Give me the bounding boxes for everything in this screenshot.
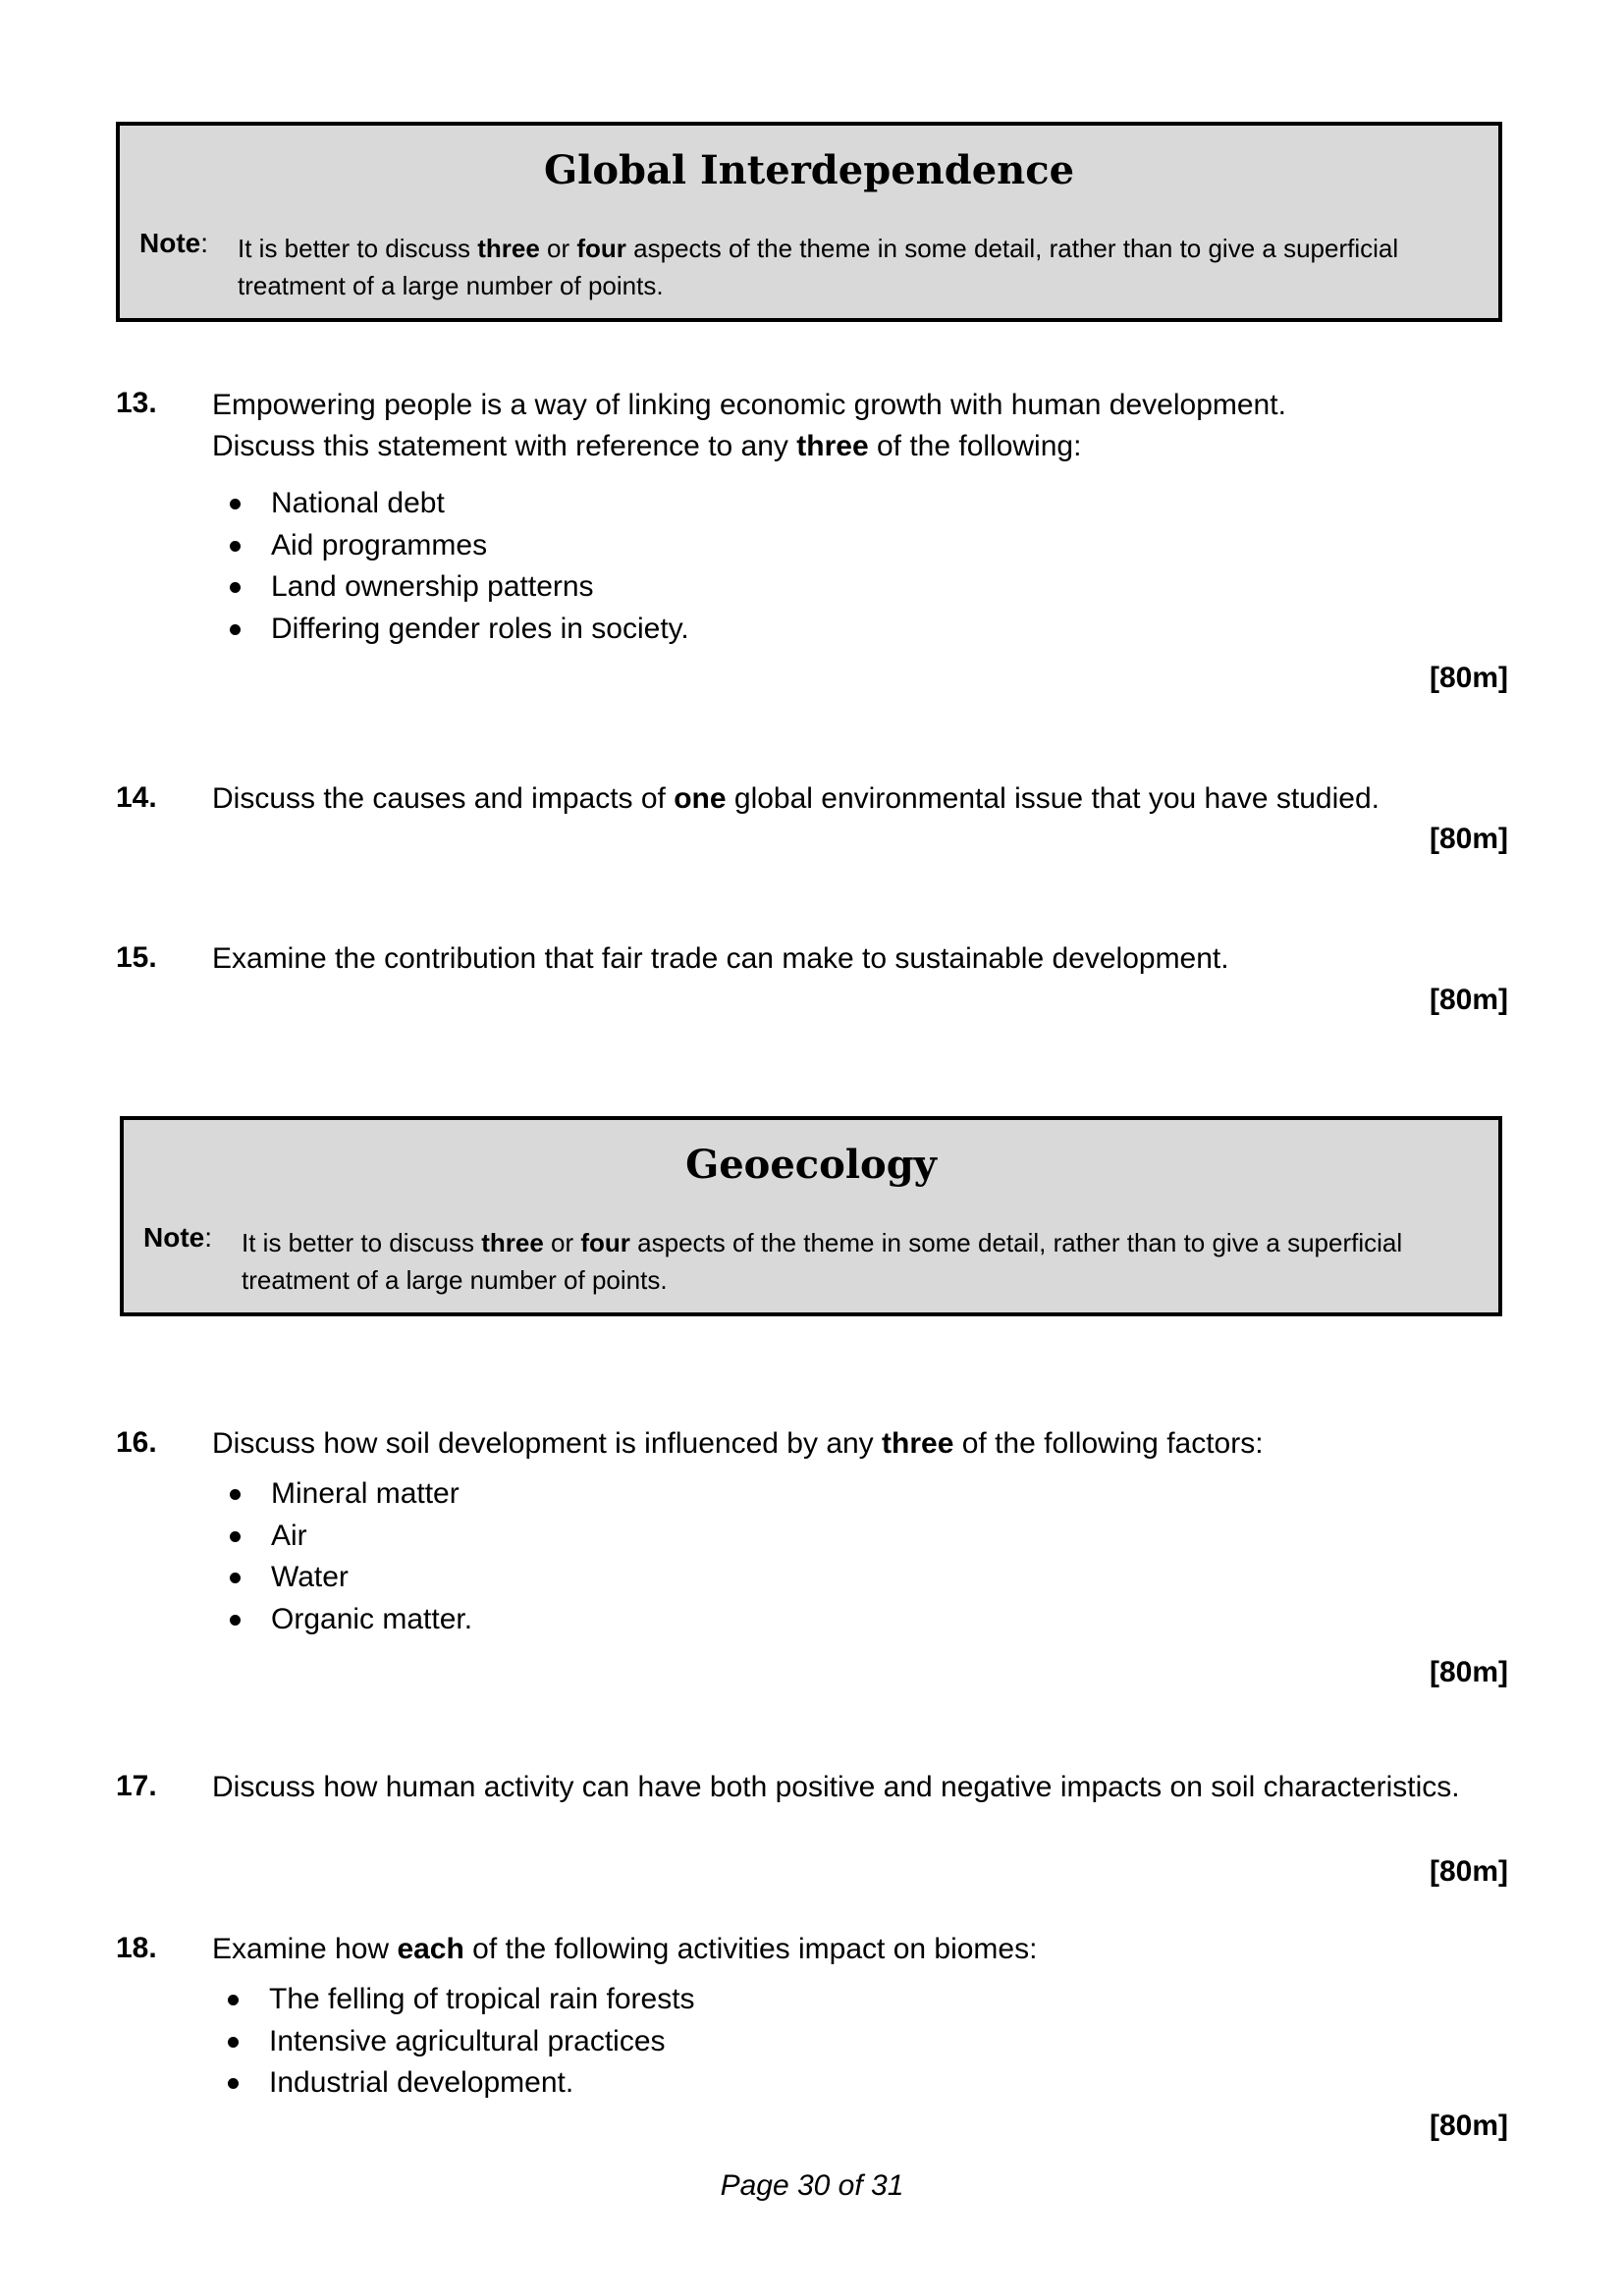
bullet-list [269,1979,695,2105]
question-text: Examine how each of the following activities impact on biomes: [212,1933,1038,1965]
question-number: 15. [116,941,157,974]
list-item: Mineral matter [271,1473,472,1516]
list-item: Land ownership patterns [271,566,689,609]
list-item: Differing gender roles in society. [271,609,689,651]
list-item: National debt [271,483,689,525]
bullet-list [271,483,689,650]
marks-label: [80m] [1429,662,1508,694]
marks-label: [80m] [1429,823,1508,855]
question-text: Discuss how soil development is influenced by any three of the following factors: [212,1427,1264,1460]
section-title: Geoecology [685,1142,937,1188]
question-text: Discuss how human activity can have both positive and negative impacts on soil characteristics. [212,1771,1460,1803]
question-text: Discuss the causes and impacts of one global environmental issue that you have studied. [212,782,1380,815]
marks-label: [80m] [1429,1855,1508,1888]
note-text: It is better to discuss three or four aspects of the theme in some detail, rather than to give a superficial treatment of a large number of points. [238,234,1399,300]
section-header-global-interdependence [116,122,1502,322]
question-number: 14. [116,781,157,814]
marks-label: [80m] [1429,984,1508,1016]
list-item: Aid programmes [271,525,689,567]
question-text: Examine the contribution that fair trade can make to sustainable development. [212,942,1229,975]
marks-label: [80m] [1429,1656,1508,1688]
note-text: It is better to discuss three or four aspects of the theme in some detail, rather than to give a superficial treatment of a large number of points. [242,1228,1403,1295]
page-number: Page 30 of 31 [720,2169,904,2202]
note-label: Note: [143,1222,213,1253]
list-item: Intensive agricultural practices [269,2021,695,2063]
marks-label: [80m] [1429,2109,1508,2142]
section-header-geoecology [120,1116,1502,1316]
question-number: 16. [116,1426,157,1459]
list-item: The felling of tropical rain forests [269,1979,695,2021]
question-number: 18. [116,1932,157,1964]
question-number: 17. [116,1770,157,1802]
bullet-list [271,1473,472,1640]
list-item: Industrial development. [269,2062,695,2105]
list-item: Organic matter. [271,1599,472,1641]
list-item: Water [271,1557,472,1599]
list-item: Air [271,1516,472,1558]
question-text: Empowering people is a way of linking economic growth with human development. Discuss this statement with reference to any three of the following: [212,389,1286,462]
note-label: Note: [139,228,209,258]
section-title: Global Interdependence [543,147,1075,193]
question-number: 13. [116,387,157,419]
